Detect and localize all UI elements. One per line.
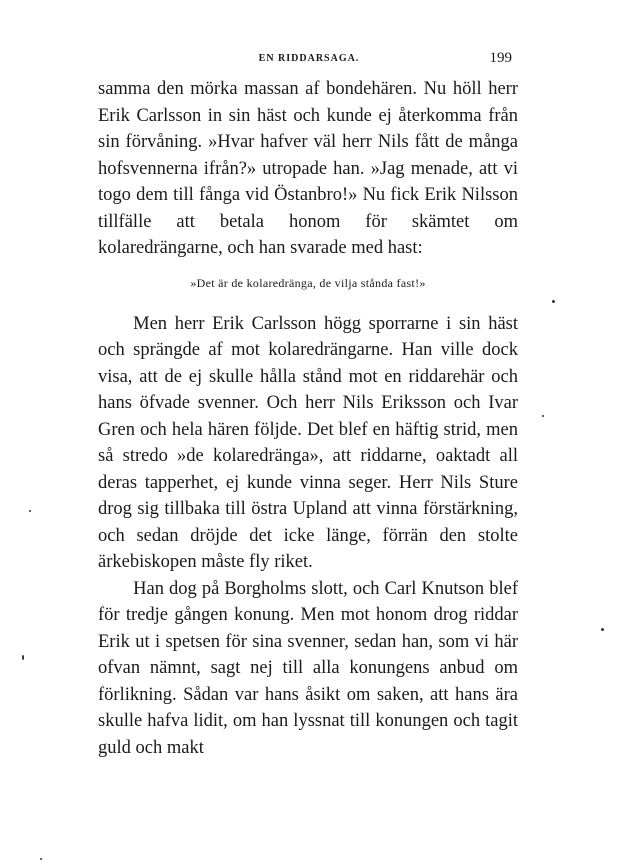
paragraph-2: Men herr Erik Carlsson högg sporrarne i sin häst och sprängde af mot kolaredrängarne. Han ville dock visa, att de ej skulle hålla stånd mot en riddarehär och hans öfvade svenner. Och herr Nils Eriksson och Ivar Gren och hela hären följde. Det blef en häftig strid, men så stredo »de kolaredränga», att riddarne, oaktadt all deras tapperhet, ej kunde vinna seger. Herr Nils Sture drog sig tillbaka till östra Upland att vinna förstärkning, och sedan dröjde det icke länge, förrän den stolte ärkebiskopen måste fly riket. (98, 313, 518, 572)
scan-speck (22, 655, 24, 660)
scan-speck (29, 510, 31, 512)
scan-speck (40, 858, 42, 860)
scan-speck (552, 300, 555, 303)
paragraph-1: samma den mörka massan af bondehären. Nu höll herr Erik Carlsson in sin häst och kunde ej återkomma från sin förvåning. »Hvar hafver väl herr Nils fått de många hofsvennerna ifrån?» utropade han. »Jag menade, att vi togo dem till fånga vid Östanbro!» Nu fick Erik Nilsson tillfälle att betala honom för skämtet om kolaredrängarne, och han svarade med hast: (98, 79, 518, 258)
body-text (98, 76, 518, 761)
scan-speck (601, 628, 604, 631)
verse-quote: »Det är de kolaredränga, de vilja stånda fast!» (190, 275, 426, 290)
running-header (100, 50, 518, 70)
paragraph-3: Han dog på Borgholms slott, och Carl Knutson blef för tredje gången konung. Men mot honom drog riddar Erik ut i spetsen för sina svenner, sedan han, som vi här ofvan nämnt, sagt nej till alla konungens anbud om förlikning. Sådan var hans åsikt om saken, att hans ära skulle hafva lidit, om han lyssnat till konungen och tagit guld och makt (98, 578, 518, 758)
scan-speck (542, 415, 544, 417)
running-title: EN RIDDARSAGA. (258, 53, 360, 64)
page-number: 199 (489, 50, 512, 66)
